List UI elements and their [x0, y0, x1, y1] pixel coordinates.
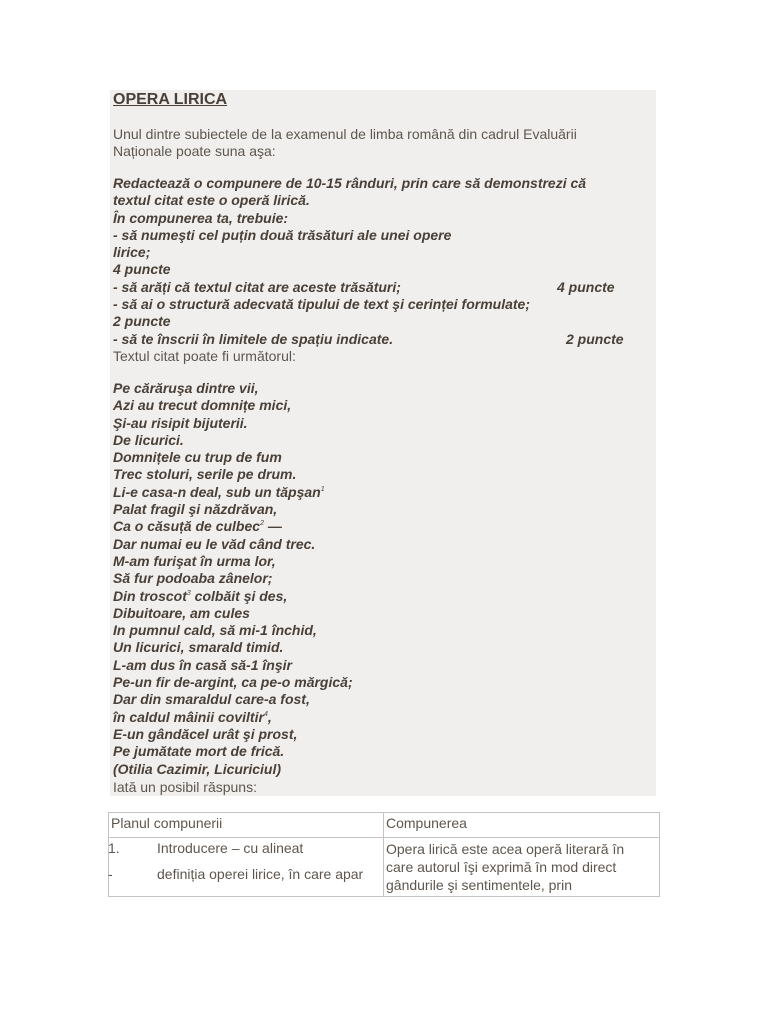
poem-line: L-am dus în casă să-1 înşir [113, 656, 292, 673]
poem-text: în caldul mâinii coviltir [113, 708, 264, 725]
plan-item [108, 840, 381, 862]
column-header-plan: Planul compunerii [109, 813, 384, 838]
table-row [109, 838, 660, 897]
poem-text: Ca o căsuță de culbec [113, 518, 261, 535]
task-line: Redactează o compunere de 10-15 rânduri, prin care să demonstrezi că [113, 175, 587, 191]
composition-cell [384, 838, 660, 897]
footnote-marker: 2 [260, 520, 264, 528]
footnote-marker: 1 [320, 485, 325, 493]
poem-line [113, 484, 353, 501]
poem-line [113, 588, 353, 605]
poem-line: Azi au trecut domnițe mici, [113, 397, 292, 414]
poem-line: In pumnul cald, să mi-1 închid, [113, 622, 317, 639]
plan-cell [109, 838, 384, 897]
task-line: - să numeşti cel puțin două trăsături ale unei opere [113, 226, 452, 243]
poem-attribution: (Otilia Cazimir, Licuriciul) [113, 760, 282, 777]
task-points: 2 puncte [113, 313, 171, 330]
poem-line: De licurici. [113, 431, 184, 448]
task-line: - să ai o structură adecvată tipului de text şi cerinței formulate; [113, 296, 531, 313]
footnote-marker: 4 [263, 710, 268, 718]
poem-text: Li-e casa-n deal, sub un tăpşan [113, 483, 321, 500]
intro-paragraph [113, 126, 577, 160]
table-header-row [109, 813, 660, 838]
task-points: 4 puncte [113, 261, 171, 278]
poem-line: Pe-un fir de-argint, ca pe-o mărgică; [113, 674, 353, 691]
task-row [113, 278, 615, 296]
list-marker: - [108, 866, 113, 882]
poem-line [113, 709, 353, 726]
composition-line: care autorul îşi exprimă în mod direct [386, 859, 617, 875]
composition-line: gândurile şi sentimentele, prin [386, 877, 572, 893]
task-statement [113, 175, 624, 348]
text-intro: Textul citat poate fi următorul: [113, 348, 296, 364]
poem-line: Domnițele cu trup de fum [113, 449, 282, 466]
poem-line [113, 518, 353, 535]
task-line: - să te înscrii în limitele de spațiu indicate. [113, 330, 394, 347]
poem-line: M-am furişat în urma lor, [113, 552, 276, 569]
list-marker: 1. [108, 840, 120, 856]
poem-text: Din troscot [113, 587, 187, 604]
poem-text: , [267, 708, 272, 725]
list-item-text: Introducere – cu alineat [157, 840, 304, 856]
task-line: lirice; [113, 244, 151, 261]
poem-text: colbăit şi des, [190, 587, 288, 604]
task-line: - să arăți că textul citat are aceste trăsături; [113, 278, 401, 295]
column-header-composition: Compunerea [384, 813, 660, 838]
poem-text: — [263, 518, 282, 535]
intro-line: Unul dintre subiectele de la examenul de limba română din cadrul Evaluării [113, 126, 577, 142]
task-row [113, 330, 624, 348]
intro-line: Naționale poate suna aşa: [113, 143, 276, 159]
poem-line: E-un gândăcel urât şi prost, [113, 725, 298, 742]
poem-line: Un licurici, smarald timid. [113, 639, 284, 656]
plan-table [108, 812, 660, 897]
poem-line: Dar numai eu le văd când trec. [113, 535, 316, 552]
poem-line: Palat fragil şi năzdrăvan, [113, 501, 278, 518]
poem [113, 380, 353, 778]
task-line: textul citat este o operă lirică. [113, 192, 310, 209]
poem-line: Dar din smaraldul care-a fost, [113, 691, 310, 708]
task-points: 2 puncte [566, 330, 624, 347]
poem-line: Să fur podoaba zânelor; [113, 570, 273, 587]
page-title: OPERA LIRICA [113, 91, 228, 108]
poem-line: Dibuitoare, am cules [113, 604, 250, 621]
poem-line: Pe jumătate mort de frică. [113, 743, 285, 760]
answer-intro: Iată un posibil răspuns: [113, 779, 257, 795]
list-item-text: definiția operei lirice, în care apar [157, 866, 364, 882]
task-points: 4 puncte [557, 278, 615, 295]
task-line: În compunerea ta, trebuie: [113, 209, 289, 226]
composition-line: Opera lirică este acea operă literară în [386, 841, 625, 857]
poem-line: Pe cărăruşa dintre vii, [113, 380, 259, 396]
poem-line: Şi-au risipit bijuterii. [113, 414, 248, 431]
plan-item [108, 866, 381, 888]
poem-line: Trec stoluri, serile pe drum. [113, 466, 297, 483]
footnote-marker: 3 [186, 589, 191, 597]
